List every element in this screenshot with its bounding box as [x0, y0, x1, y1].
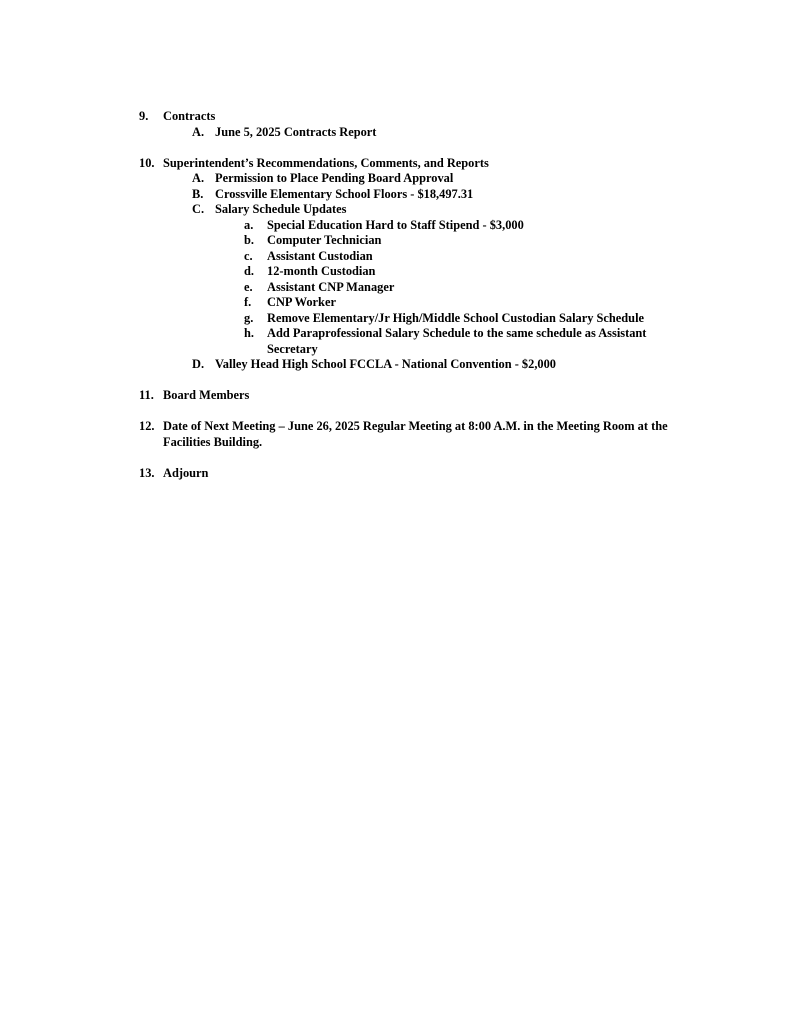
- item-title-continued: Facilities Building.: [163, 435, 263, 449]
- salary-item-text: Assistant Custodian: [267, 249, 373, 263]
- subitem-text: June 5, 2025 Contracts Report: [215, 125, 377, 139]
- item-number: 9.: [139, 109, 149, 123]
- subitem-text: Permission to Place Pending Board Approval: [215, 171, 454, 185]
- subitem-text: Salary Schedule Updates: [215, 202, 347, 216]
- subitem-text: Crossville Elementary School Floors - $18,497.31: [215, 187, 474, 201]
- salary-item-letter: b.: [244, 233, 254, 247]
- subitem-letter: C.: [192, 202, 205, 216]
- salary-item-letter: e.: [244, 280, 253, 294]
- salary-item-text: 12-month Custodian: [267, 264, 376, 278]
- subitem-letter: A.: [192, 171, 205, 185]
- salary-item-text: Special Education Hard to Staff Stipend - $3,000: [267, 218, 524, 232]
- subitem-letter: D.: [192, 357, 205, 371]
- salary-item-letter: f.: [244, 295, 252, 309]
- item-title: Board Members: [163, 388, 250, 402]
- salary-item-text: Computer Technician: [267, 233, 382, 247]
- item-number: 11.: [139, 388, 154, 402]
- item-title: Superintendent’s Recommendations, Comments, and Reports: [163, 156, 489, 170]
- salary-item-letter: d.: [244, 264, 254, 278]
- salary-item-letter: h.: [244, 326, 254, 340]
- subitem-text: Valley Head High School FCCLA - National Convention - $2,000: [215, 357, 557, 371]
- subitem-letter: B.: [192, 187, 204, 201]
- item-title: Contracts: [163, 109, 216, 123]
- salary-item-text-continued: Secretary: [267, 342, 318, 356]
- salary-item-text: Assistant CNP Manager: [267, 280, 395, 294]
- salary-item-letter: c.: [244, 249, 253, 263]
- salary-item-text: CNP Worker: [267, 295, 336, 309]
- item-number: 12.: [139, 419, 155, 433]
- subitem-letter: A.: [192, 125, 205, 139]
- salary-item-text: Add Paraprofessional Salary Schedule to the same schedule as Assistant: [267, 326, 647, 340]
- salary-item-letter: g.: [244, 311, 254, 325]
- salary-item-text: Remove Elementary/Jr High/Middle School Custodian Salary Schedule: [267, 311, 645, 325]
- item-number: 10.: [139, 156, 155, 170]
- item-number: 13.: [139, 466, 155, 480]
- item-title: Adjourn: [163, 466, 209, 480]
- salary-item-letter: a.: [244, 218, 254, 232]
- item-title: Date of Next Meeting – June 26, 2025 Regular Meeting at 8:00 A.M. in the Meeting Room at the: [163, 419, 668, 433]
